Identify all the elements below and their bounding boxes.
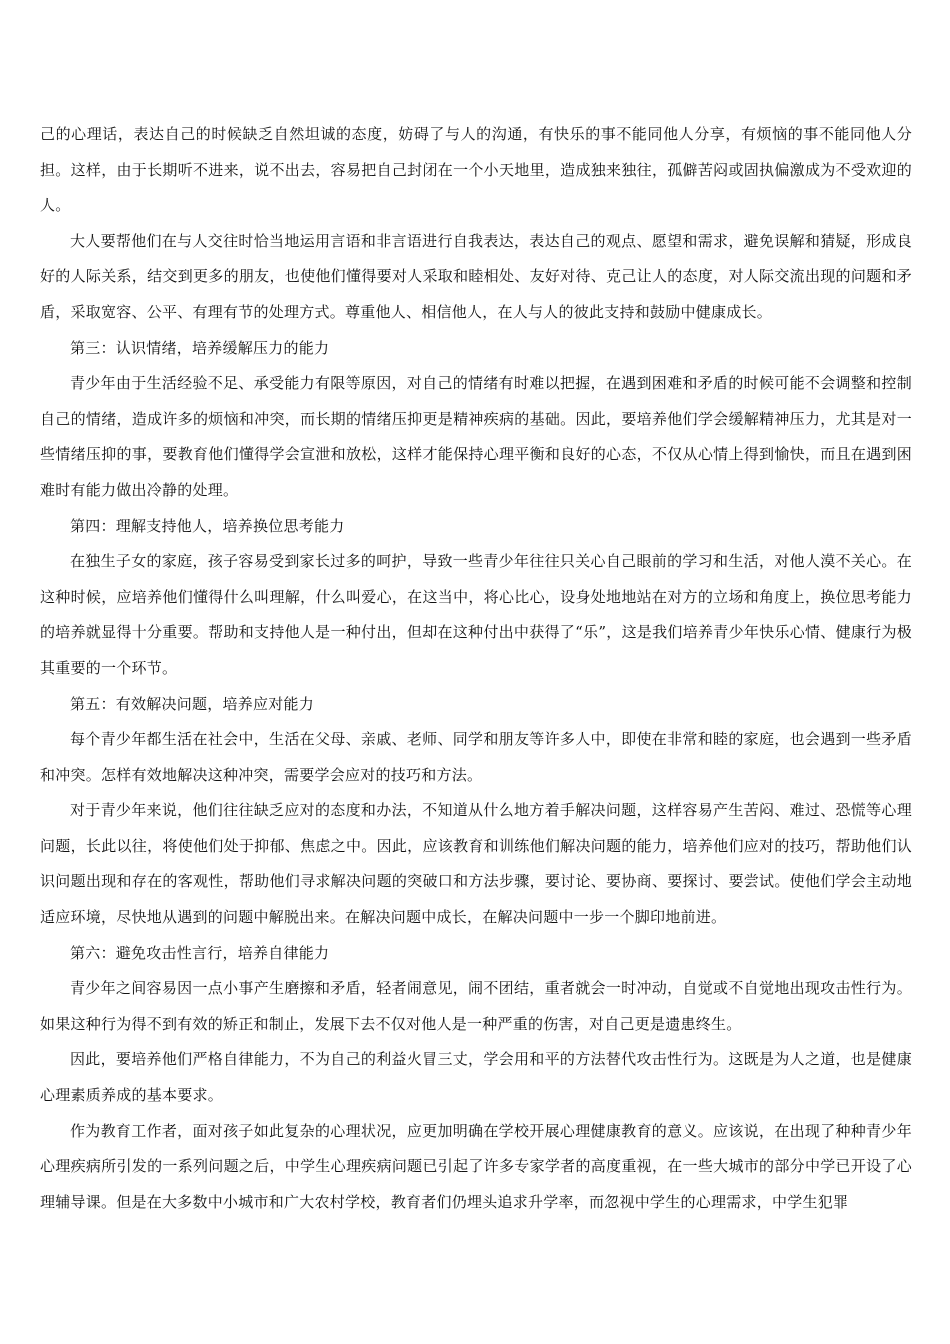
paragraph-coping: 对于青少年来说，他们往往缺乏应对的态度和办法，不知道从什么地方着手解决问题，这样容易产生苦闷、难过、恐慌等心理问题，长此以往，将使他们处于抑郁、焦虑之中。因此，应该教育和训练他们解决问题的能力，培养他们应对的技巧，帮助他们认识问题出现和存在的客观性，帮助他们寻求解决问题的突破口和方法步骤，要讨论、要协商、要探讨、要尝试。使他们学会主动地适应环境，尽快地从遇到的问题中解脱出来。在解决问题中成长，在解决问题中一步一个脚印地前进。 — [40, 801, 912, 927]
paragraph-continued: 己的心理话，表达自己的时候缺乏自然坦诚的态度，妨碍了与人的沟通，有快乐的事不能同他人分享，有烦恼的事不能同他人分担。这样，由于长期听不进来，说不出去，容易把自己封闭在一个小天地里，造成独来独往，孤僻苦闷或固执偏激成为不受欢迎的人。 — [40, 125, 912, 215]
paragraph-emotion: 青少年由于生活经验不足、承受能力有限等原因，对自己的情绪有时难以把握，在遇到困难和矛盾的时候可能不会调整和控制自己的情绪，造成许多的烦恼和冲突，而长期的情绪压抑更是精神疾病的基础。因此，要培养他们学会缓解精神压力，尤其是对一些情绪压抑的事，要教育他们懂得学会宣泄和放松，这样才能保持心理平衡和良好的心态，不仅从心情上得到愉快，而且在遇到困难时有能力做出冷静的处理。 — [40, 374, 912, 499]
section-heading-fifth: 第五：有效解决问题，培养应对能力 — [70, 694, 315, 713]
paragraph-aggression: 青少年之间容易因一点小事产生磨擦和矛盾，轻者闹意见，闹不团结，重者就会一时冲动，自觉或不自觉地出现攻击性行为。如果这种行为得不到有效的矫正和制止，发展下去不仅对他人是一种严重的伤害，对自己更是遗患终生。 — [40, 979, 912, 1033]
paragraph-self-expression: 大人要帮他们在与人交往时恰当地运用言语和非言语进行自我表达，表达自己的观点、愿望和需求，避免误解和猜疑，形成良好的人际关系，结交到更多的朋友，也使他们懂得要对人采取和睦相处、友好对待、克己让人的态度，对人际交流出现的问题和矛盾，采取宽容、公平、有理有节的处理方式。尊重他人、相信他人，在人与人的彼此支持和鼓励中健康成长。 — [40, 231, 912, 321]
section-heading-fourth: 第四：理解支持他人，培养换位思考能力 — [70, 516, 345, 535]
section-heading-sixth: 第六：避免攻击性言行，培养自律能力 — [70, 943, 330, 962]
paragraph-conflict: 每个青少年都生活在社会中，生活在父母、亲戚、老师、同学和朋友等许多人中，即使在非常和睦的家庭，也会遇到一些矛盾和冲突。怎样有效地解决这种冲突，需要学会应对的技巧和方法。 — [40, 730, 912, 784]
document-body — [40, 117, 912, 1220]
paragraph-empathy: 在独生子女的家庭，孩子容易受到家长过多的呵护，导致一些青少年往往只关心自己眼前的学习和生活，对他人漠不关心。在这种时候，应培养他们懂得什么叫理解，什么叫爱心，在这当中，将心比心，设身处地地站在对方的立场和角度上，换位思考能力的培养就显得十分重要。帮助和支持他人是一种付出，但却在这种付出中获得了“乐”，这是我们培养青少年快乐心情、健康行为极其重要的一个环节。 — [40, 552, 912, 677]
paragraph-educators: 作为教育工作者，面对孩子如此复杂的心理状况，应更加明确在学校开展心理健康教育的意义。应该说，在出现了种种青少年心理疾病所引发的一系列问题之后，中学生心理疾病问题已引起了许多专家学者的高度重视，在一些大城市的部分中学已开设了心理辅导课。但是在大多数中小城市和广大农村学校，教育者们仍埋头追求升学率，而忽视中学生的心理需求，中学生犯罪 — [40, 1121, 912, 1211]
section-heading-third: 第三：认识情绪，培养缓解压力的能力 — [70, 338, 330, 357]
paragraph-self-discipline: 因此，要培养他们严格自律能力，不为自己的利益火冒三丈，学会用和平的方法替代攻击性行为。这既是为人之道，也是健康心理素质养成的基本要求。 — [40, 1050, 912, 1105]
